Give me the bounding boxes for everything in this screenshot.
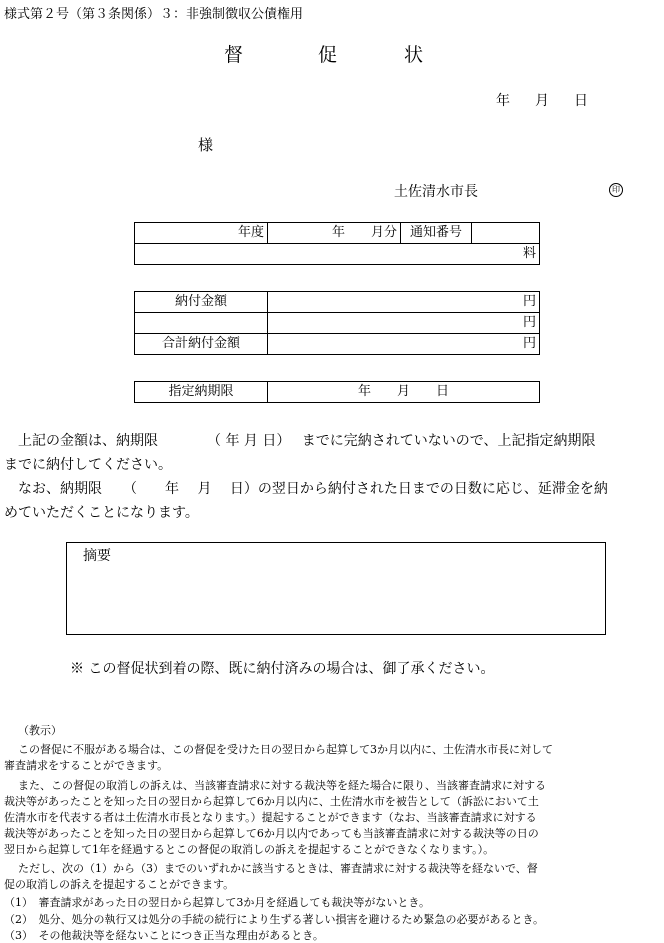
instruction-line: ただし、次の（1）から（3）までのいずれかに該当するときは、審査請求に対する裁決等を経ないで、督 <box>18 862 538 875</box>
instruction-line: 促の取消しの訴えを提起することができます。 <box>4 878 235 891</box>
title-char-1: 督 <box>224 44 244 66</box>
instruction-line: 佐清水市を代表する者は土佐清水市長となります。）提起することができます（なお、当該審査請求に対する <box>4 811 537 824</box>
amount-table <box>134 291 540 355</box>
notice-number-label: 通知番号 <box>401 223 472 244</box>
instruction-line: また、この督促の取消しの訴えは、当該審査請求に対する裁決等を経た場合に限り、当該審査請求に対する <box>18 779 546 792</box>
amount-label <box>135 313 268 334</box>
body-line-1: 上記の金額は、納期限 （ 年 月 日） までに完納されていないので、上記指定納期限 <box>18 433 596 449</box>
summary-box <box>66 542 606 635</box>
instruction-item: （3） その他裁決等を経ないことにつき正当な理由があるとき。 <box>4 929 324 942</box>
addressee-suffix: 様 <box>198 136 214 154</box>
due-date-value: 年 月 日 <box>268 382 540 403</box>
amount-value: 円 <box>268 313 540 334</box>
title-char-2: 促 <box>318 44 338 66</box>
seal-mark: 印 <box>609 183 623 197</box>
amount-value: 円 <box>268 292 540 313</box>
payment-notice: ※ この督促状到着の際、既に納付済みの場合は、御了承ください。 <box>70 661 495 677</box>
instruction-line: 審査請求をすることができます。 <box>4 759 169 772</box>
fee-period-table <box>134 222 540 265</box>
total-amount-value: 円 <box>268 334 540 355</box>
instruction-item: （2） 処分、処分の執行又は処分の手続の続行により生ずる著しい損害を避けるため緊急の必要があるとき。 <box>4 913 545 926</box>
table-row <box>135 313 540 334</box>
fee-type-cell: 料 <box>135 244 540 265</box>
instruction-line: 裁決等があったことを知った日の翌日から起算して6か月以内に、土佐清水市を被告として（訴訟において土 <box>4 795 539 808</box>
instruction-line: 翌日から起算して1年を経過するとこの督促の取消しの訴えを提起することができなくなります。）。 <box>4 843 495 856</box>
issuer-name: 土佐清水市長 <box>394 184 478 200</box>
total-amount-label: 合計納付金額 <box>135 334 268 355</box>
table-row <box>135 292 540 313</box>
summary-label: 摘要 <box>83 548 111 564</box>
body-line-4: めていただくことになります。 <box>4 505 199 521</box>
due-date-label: 指定納期限 <box>135 382 268 403</box>
fiscal-year-cell: 年度 <box>135 223 268 244</box>
due-date-table <box>134 381 540 403</box>
form-number: 様式第２号（第３条関係）３：非強制徴収公債権用 <box>4 7 304 22</box>
date-month: 月 <box>535 93 549 109</box>
instruction-line: 裁決等があったことを知った日の翌日から起算して6か月以内であっても当該審査請求に対する裁決等の日の <box>4 827 539 840</box>
date-year: 年 <box>496 93 510 109</box>
table-row <box>135 334 540 355</box>
body-line-2: までに納付してください。 <box>4 457 172 473</box>
date-day: 日 <box>574 93 588 109</box>
amount-label: 納付金額 <box>135 292 268 313</box>
title-char-3: 状 <box>404 44 424 66</box>
notice-number-value <box>472 223 540 244</box>
period-cell: 年 月分 <box>268 223 401 244</box>
body-line-3: なお、納期限 （ 年 月 日）の翌日から納付された日までの日数に応じ、延滞金を納 <box>18 481 608 497</box>
instruction-item: （1） 審査請求があった日の翌日から起算して3か月を経過しても裁決等がないとき。 <box>4 896 430 909</box>
instruction-line: この督促に不服がある場合は、この督促を受けた日の翌日から起算して3か月以内に、土佐清水市長に対して <box>18 743 553 756</box>
instruction-heading: （教示） <box>18 724 62 737</box>
